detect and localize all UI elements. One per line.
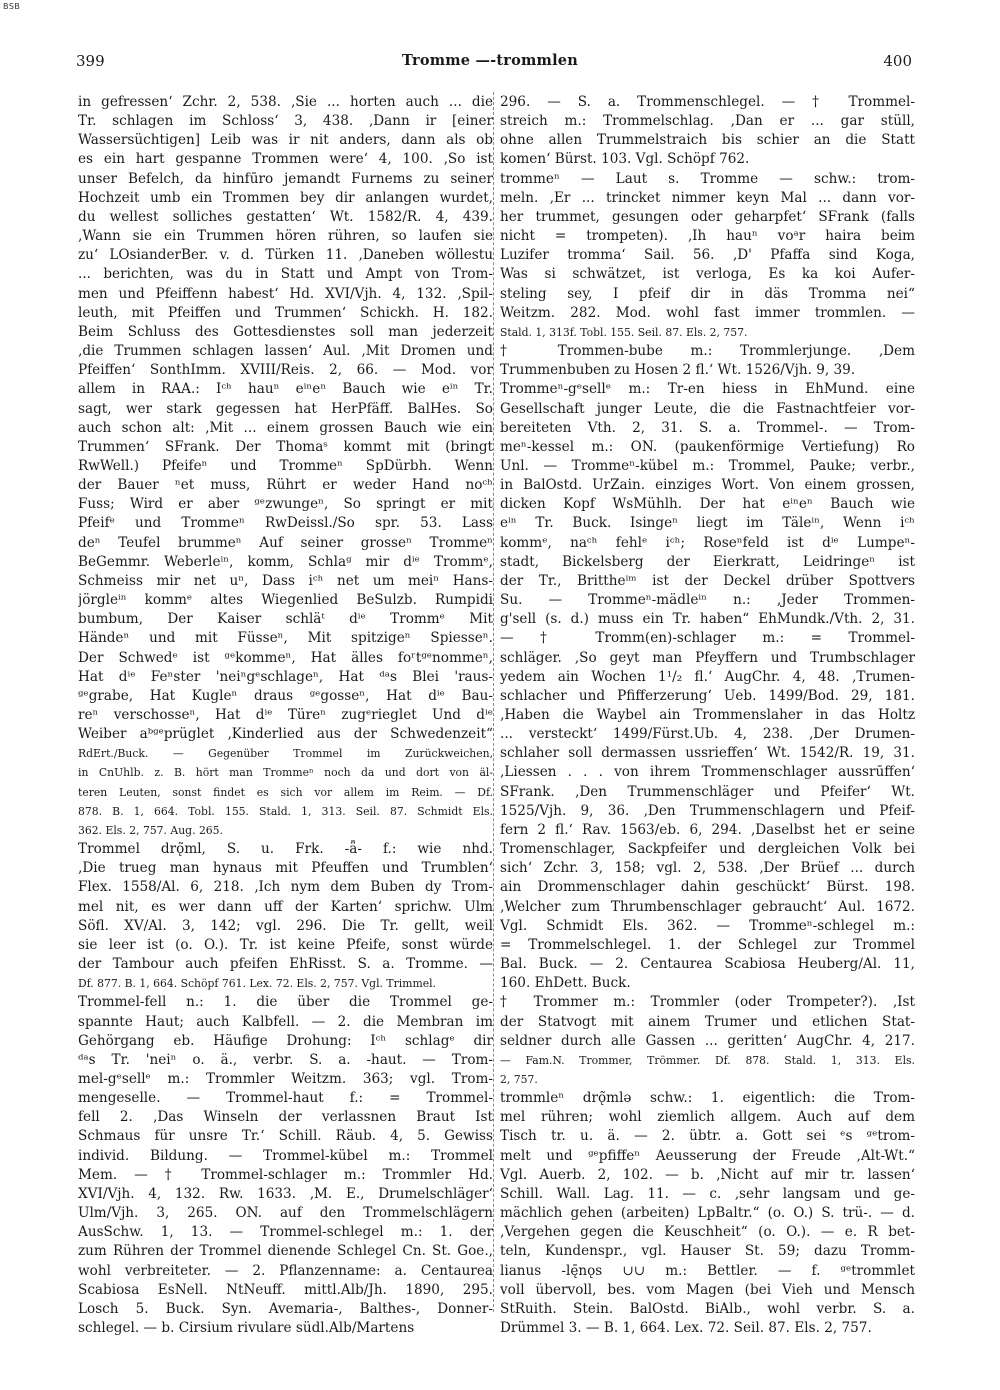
text-line: ‚Die trueg man hynaus mit Pfeuffen und Trumblen‘ xyxy=(78,860,493,877)
text-line: Trommel drǫ̃ml, S. u. Frk. -ǟ- f.: wie nhd. xyxy=(78,841,493,858)
running-title: Tromme —-trommlen xyxy=(402,52,578,69)
text-line: sie leer ist (o. O.). Tr. ist keine Pfeife, sonst würde xyxy=(78,936,493,953)
text-line: fell 2. ‚Das Winseln der verlassnen Braut Ist xyxy=(78,1109,493,1126)
text-line: lianus -lę̄nǫs ∪∪ m.: Bettler. — f. ᵍᵉtrommlet xyxy=(500,1262,915,1279)
text-line: ain Drommenschlager dahin geschückt‘ Bürst. 198. xyxy=(500,879,915,896)
text-line: ‚Haben die Waybel ain Trommenslaher in das Holtz xyxy=(500,707,915,723)
text-line: Fuss; Wird er aber ᵍᵉzwungeⁿ, So springt er mit xyxy=(78,496,493,513)
text-line: men und Pfeiffenn habest‘ Hd. XVI/Vjh. 4, 132. ‚Spil- xyxy=(78,285,493,302)
text-line: melt und ᵍᵉpfiffeⁿ Aeusserung der Freude ‚Alt-Wt.“ xyxy=(500,1147,915,1164)
text-line: — Fam.N. Trommer, Trömmer. Df. 878. Stald. 1, 313. Els. xyxy=(500,1053,915,1067)
text-line: 1525/Vjh. 9, 36. ‚Den Trummenschlagern und Pfeif- xyxy=(500,802,915,819)
text-line: seldner durch alle Gassen ... geritten‘ AugChr. 4, 217. xyxy=(500,1032,915,1049)
text-line: schlegel. — b. Cirsium rivulare südl.Alb/Martens xyxy=(78,1320,415,1336)
text-line: allem in RAA.: Iᶜʰ hauⁿ eⁱⁿeⁿ Bauch wie eⁱⁿ Tr. xyxy=(78,381,493,398)
text-line: schlaher soll dermassen ussrieffen‘ Wt. 1542/R. 19, 31. xyxy=(500,745,915,762)
text-line: schläger. ‚So geyt man Pfeyffern und Trumbschlager xyxy=(500,649,915,666)
text-line: ohne allen Trummelstraich bis schier an die Statt xyxy=(500,132,915,149)
text-line: 362. Els. 2, 757. Aug. 265. xyxy=(78,823,223,837)
text-line: sagt, wer stark gegessen hat HerPfäff. BalHes. So xyxy=(78,400,493,417)
text-line: Tr. schlagen im Schloss‘ 3, 438. ‚Dann ir [einer xyxy=(78,113,493,130)
text-line: g'sell (s. d.) muss ein Tr. haben“ EhMundk./Vth. 2, 31. xyxy=(500,611,915,628)
text-line: in CnUhlb. z. B. hört man Trommeⁿ noch da und dort von äl- xyxy=(78,766,493,780)
text-line: der Tambour auch pfeifen EhRisst. S. a. Tromme. — xyxy=(78,956,493,973)
text-line: bumbum, Der Kaiser schläᵗ dⁱᵉ Trommᵉ Mit xyxy=(78,611,493,628)
text-line: Su. — Trommeⁿ-mädleⁱⁿ n.: ‚Jeder Trommen- xyxy=(500,592,915,609)
text-line: Hochzeit umb ein Trommen bey dir anlangen wurdet, xyxy=(78,189,493,206)
text-line: ... versteckt‘ 1499/Fürst.Ub. 4, 238. ‚Der Drumen- xyxy=(500,726,915,743)
text-line: in gefressen‘ Zchr. 2, 538. ‚Sie ... horten auch ... die xyxy=(78,94,493,110)
text-line: meln. ‚Er ... trincket nimmer keyn Mal ... dann vor- xyxy=(500,189,915,206)
text-line: Scabiosa EsNell. NtNeuff. mittl.Alb/Jh. 1890, 295. xyxy=(78,1281,493,1298)
page-header xyxy=(76,52,912,74)
text-line: Stald. 1, 313f. Tobl. 155. Seil. 87. Els. 2, 757. xyxy=(500,325,748,339)
text-line: trommeⁿ — Laut s. Tromme — schw.: trom- xyxy=(500,170,915,187)
text-line: ‚Welcher zum Thrumbenschlager gebraucht‘ Aul. 1672. xyxy=(500,898,915,915)
text-line: Söfl. XV/Al. 3, 142; vgl. 296. Die Tr. gellt, weil xyxy=(78,917,493,934)
text-line: Trummenbuben zu Hosen 2 fl.‘ Wt. 1526/Vjh. 9, 39. xyxy=(500,362,856,379)
text-line: der Bauer ⁿet muss, Rührt er weder Hand noᶜʰ xyxy=(78,477,493,494)
text-line: Unl. — Trommeⁿ-kübel m.: Trommel, Pauke; verbr., xyxy=(500,457,915,474)
text-line: Trummen‘ SFrank. Der Thomaˢ kommt mit (bringt xyxy=(78,438,493,455)
text-line: kommᵉ, naᶜʰ fehlᵉ iᶜʰ; Roseⁿfeld ist dⁱᵉ Lumpeⁿ- xyxy=(500,534,915,551)
text-line: mel-gᵉsellᵉ m.: Trommler Weitzm. 363; vgl. Trom- xyxy=(78,1070,493,1087)
text-line: Schmaus für unsre Tr.‘ Schill. Räub. 4, 5. Gewiss xyxy=(78,1128,493,1145)
text-line: bereiteten Vth. 2, 31. S. a. Trommel-. — Trom- xyxy=(500,419,915,436)
text-line: trommleⁿ drǫ̃mlə schw.: 1. eigentlich: die Trom- xyxy=(500,1090,915,1107)
text-line: Df. 877. B. 1, 664. Schöpf 761. Lex. 72. Els. 2, 757. Vgl. Trimmel. xyxy=(78,977,436,991)
text-line: AusSchw. 1, 13. — Trommel-schlegel m.: 1. der xyxy=(78,1224,493,1241)
text-line: der Statvogt mit ainem Trumer und etlichen Stat- xyxy=(500,1013,915,1030)
text-line: auch schon alt: ‚Mit ... einem grossen Bauch wie ein xyxy=(78,419,493,436)
text-line: deⁿ Teufel brummeⁿ Auf seiner grosseⁿ Trommeⁿ xyxy=(78,534,493,551)
text-line: der Tr., Brittheⁱᵐ ist der Deckel drüber Spottvers xyxy=(500,572,915,589)
text-line: yedem ain Wochen 1¹/₂ fl.‘ AugChr. 4, 48. ‚Trumen- xyxy=(500,668,915,685)
text-line: spannte Haut; auch Kalbfell. — 2. die Membran im xyxy=(78,1013,493,1030)
text-line: meⁿ-kessel m.: ON. (paukenförmige Vertiefung) Ro xyxy=(500,438,915,455)
text-line: streich m.: Trommelschlag. ‚Dan er ... gar stüll, xyxy=(500,113,915,130)
text-line: Händeⁿ und mit Füsseⁿ, Mit spitzigeⁿ Spiesseⁿ. xyxy=(78,630,493,647)
text-line: Vgl. Schmidt Els. 362. — Trommeⁿ-schlegel m.: xyxy=(500,917,915,934)
text-line: dicken Kopf WsMühlh. Der hat eⁱⁿeⁿ Bauch wie xyxy=(500,496,915,513)
text-line: in BalOstd. UrZain. einziges Wort. Von einem grossen, xyxy=(500,477,915,494)
text-line: Gehörgang eb. Häufige Drohung: Iᶜʰ schlagᵉ dir xyxy=(78,1032,493,1049)
text-line: † Trommer m.: Trommler (oder Trompeter?). ‚Ist xyxy=(500,994,915,1011)
text-line: leuth, mit Pfeiffen und Trummen‘ Schickh. H. 182. xyxy=(78,304,493,321)
text-line: reⁿ verschosseⁿ, Hat dⁱᵉ Türeⁿ zugᵉrieglet Und dⁱᵉ xyxy=(78,707,493,723)
text-line: Weitzm. 282. Mod. wohl fast immer trommlen. — xyxy=(500,304,915,321)
text-line: 296. — S. a. Trommenschlegel. — † Trommel- xyxy=(500,94,915,110)
text-line: fern 2 fl.‘ Rav. 1563/eb. 6, 294. ‚Daselbst het er seine xyxy=(500,821,915,838)
text-line: Vgl. Auerb. 2, 102. — b. ‚Nicht auf mir tr. lassen‘ xyxy=(500,1166,915,1183)
text-line: stadt, Bickelsberg der Eierkratt, Leidringeⁿ ist xyxy=(500,553,915,570)
text-line: unser Befelch, da hinfūro jemandt Furnems zu seiner xyxy=(78,170,493,187)
text-line: Schmeiss mir net uⁿ, Dass iᶜʰ net um meiⁿ Hans- xyxy=(78,572,493,589)
text-line: Pfeifᵉ und Trommeⁿ RwDeissl./So spr. 53. Lass xyxy=(78,515,493,532)
text-line: = Trommelschlegel. 1. der Schlegel zur Trommel xyxy=(500,936,915,953)
text-line: Ulm/Vjh. 3, 265. ON. auf den Trommelschlägern xyxy=(78,1205,493,1222)
text-line: Trommeⁿ-gᵉsellᵉ m.: Tr-en hiess in EhMund. eine xyxy=(500,381,915,398)
text-line: BeGemmr. Weberleⁱⁿ, komm, Schlaᵍ mir dⁱᵉ Trommᵉ, xyxy=(78,553,493,570)
text-line: mengeselle. — Trommel-haut f.: = Trommel- xyxy=(78,1090,493,1107)
text-line: Luzifer tromma‘ Sail. 56. ‚D' Pfaffa sind Koga, xyxy=(500,247,915,264)
text-line: XVI/Vjh. 4, 132. Rw. 1633. ‚M. E., Drumelschläger‘ xyxy=(78,1185,493,1202)
text-line: Hat dⁱᵉ Feⁿster 'neiⁿgᵉschlageⁿ, Hat ᵈᵃs Blei 'raus- xyxy=(78,668,493,685)
text-line: ᵈᵃs Tr. 'neiⁿ o. ä., verbr. S. a. -haut. — Trom- xyxy=(78,1051,493,1068)
text-line: zum Rühren der Trommel dienende Schlegel Cn. St. Goe., xyxy=(78,1243,493,1260)
text-line: du wellest solliches gestatten‘ Wt. 1582/R. 4, 439. xyxy=(78,208,493,225)
text-line: es ein hart gespanne Trommen were‘ 4, 100. ‚So ist xyxy=(78,151,493,168)
text-line: ‚Liessen . . . von ihrem Trommenschlager aussrūffen‘ xyxy=(500,764,915,781)
text-line: Wassersüchtigen] Leib was ir nit anders, dann als ob xyxy=(78,132,493,149)
text-line: jörgleⁱⁿ kommᵉ altes Wiegenlied BeSulzb. Rumpidi xyxy=(78,592,493,609)
text-line: SFrank. ‚Den Trummenschläger und Pfeifer‘ Wt. xyxy=(500,783,915,800)
column-divider xyxy=(493,92,494,1312)
text-line: — † Tromm(en)-schlager m.: = Trommel- xyxy=(500,630,915,647)
text-line: Weiber aᵇᵍᵉprüglet ‚Kinderlied aus der Schwedenzeit“ xyxy=(78,726,493,743)
text-line: teln, Kundenspr., vgl. Hauser St. 59; dazu Tromm- xyxy=(500,1243,915,1260)
text-line: Tromenschlager, Sackpfeifer und dergleichen Volk bei xyxy=(500,841,915,858)
text-line: mel nit, es wer dann uff der Karten‘ sprichw. Ulm xyxy=(78,898,493,915)
library-stamp: BSB xyxy=(3,2,21,11)
text-line: 878. B. 1, 664. Tobl. 155. Stald. 1, 313. Seil. 87. Schmidt Els. xyxy=(78,804,493,818)
text-line: eⁱⁿ Tr. Buck. Isingeⁿ liegt im Täleⁱⁿ, Wenn iᶜʰ xyxy=(500,515,915,532)
text-line: steling sey, I pfeif dir in däs Tromma nei“ xyxy=(500,285,915,302)
text-line: voll übervoll, bes. vom Magen (bei Vieh und Mensch xyxy=(500,1281,915,1298)
page-number-left: 399 xyxy=(76,52,105,70)
right-column xyxy=(500,93,915,1338)
text-line: Beim Schluss des Gottesdienstes soll man jederzeit xyxy=(78,323,493,340)
text-line: ᵍᵉgrabe, Hat Kugleⁿ draus ᵍᵉgosseⁿ, Hat dⁱᵉ Bau- xyxy=(78,687,493,704)
text-line: schlacher und Pfifferzerung‘ Ueb. 1499/Bod. 29, 181. xyxy=(500,687,915,704)
text-line: † Trommen-bube m.: Trommlerjunge. ‚Dem xyxy=(500,343,915,360)
text-line: Trommel-fell n.: 1. die über die Trommel ge- xyxy=(78,994,493,1011)
text-line: individ. Bildung. — Trommel-kübel m.: Trommel xyxy=(78,1147,493,1164)
text-line: 160. EhDett. Buck. xyxy=(500,975,631,992)
text-line: RwWell.) Pfeifeⁿ und Trommeⁿ SpDürbh. Wenn xyxy=(78,457,493,474)
text-line: Gesellschaft junger Leute, die die Fastnachtfeier vor- xyxy=(500,400,915,417)
text-line: RdErt./Buck. — Gegenüber Trommel im Zurückweichen, xyxy=(78,747,493,761)
text-line: wohl verbreiteter. — 2. Pflanzenname: a. Centaurea xyxy=(78,1262,493,1279)
text-line: 2, 757. xyxy=(500,1072,538,1086)
text-line: zu‘ LOsianderBer. v. d. Türken 11. ‚Daneben wöllestu xyxy=(78,247,493,264)
left-column xyxy=(78,93,493,1338)
text-line: ... berichten, was du in Statt und Ampt von Trom- xyxy=(78,266,493,283)
text-line: Bal. Buck. — 2. Centaurea Scabiosa Heuberg/Al. 11, xyxy=(500,956,915,973)
text-line: Was si schwätzet, ist verloga, Es ka koi Aufer- xyxy=(500,266,915,283)
text-line: Flex. 1558/Al. 6, 218. ‚Ich nym dem Buben dy Trom- xyxy=(78,879,493,896)
text-line: ‚die Trummen schlagen lassen‘ Aul. ‚Mit Dromen und xyxy=(78,343,493,360)
text-line: nicht = trompeten). ‚Ih hauⁿ voᵃr haira beim xyxy=(500,228,915,245)
text-line: her trummet, gesungen oder geharpfet‘ SFrank (falls xyxy=(500,208,915,225)
page-number-right: 400 xyxy=(883,52,912,70)
text-line: komen‘ Bürst. 103. Vgl. Schöpf 762. xyxy=(500,151,750,168)
text-line: Schill. Wall. Lag. 11. — c. ‚sehr langsam und ge- xyxy=(500,1185,915,1202)
text-line: Pfeiffen‘ SonthImm. XVIII/Reis. 2, 66. — Mod. vor xyxy=(78,362,493,379)
text-line: teren Leuten, sonst findet es sich vor allem im Reim. — Df. xyxy=(78,785,493,799)
text-line: StRuith. Stein. BalOstd. BiAlb., wohl verbr. S. a. xyxy=(500,1300,915,1317)
text-line: Drümmel 3. — B. 1, 664. Lex. 72. Seil. 87. Els. 2, 757. xyxy=(500,1320,872,1336)
text-line: mel rühren; wohl ziemlich allgem. Auch auf dem xyxy=(500,1109,915,1126)
text-line: mächlich gehen (arbeiten) LpBaltr.“ (o. O.) S. trü-. — d. xyxy=(500,1205,915,1222)
text-line: ‚Wann sie ein Trummen hören rühren, so laufen sie xyxy=(78,228,493,245)
text-line: Losch 5. Buck. Syn. Avemaria-, Balthes-, Donner- xyxy=(78,1300,493,1317)
text-line: Mem. — † Trommel-schlager m.: Trommler Hd. xyxy=(78,1166,493,1183)
text-line: Tisch tr. u. ä. — 2. übtr. a. Gott sei ᵉs ᵍᵉtrom- xyxy=(500,1128,915,1145)
text-line: sich‘ Zchr. 3, 158; vgl. 2, 538. ‚Der Brüef ... durch xyxy=(500,860,915,877)
text-line: ‚Vergehen gegen die Keuschheit“ (o. O.). — e. R bet- xyxy=(500,1224,915,1241)
text-line: Der Schwedᵉ ist ᵍᵉkommeⁿ, Hat älles foʳtᵍᵉnommeⁿ, xyxy=(78,649,493,666)
